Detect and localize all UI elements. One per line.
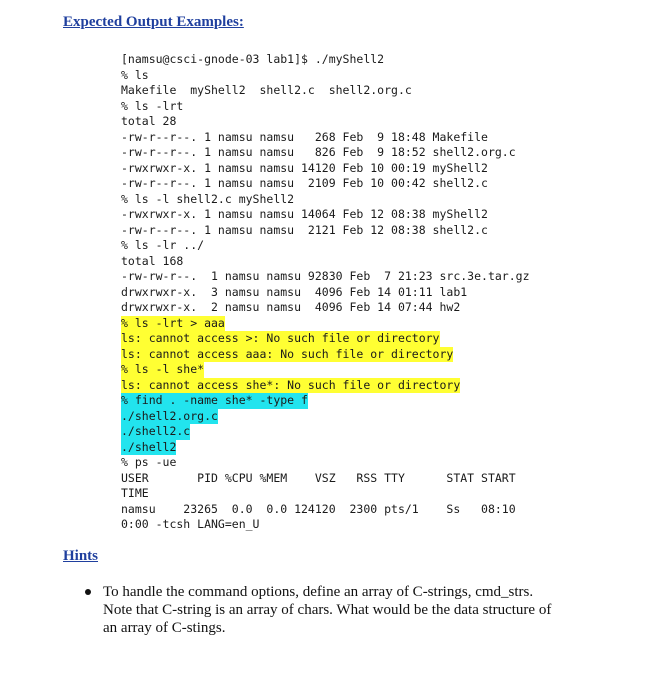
hint-text: To handle the command options, define an array of C-strings, cmd_strs. Note that C-string is an array of chars. What would be the data structure of an array of C-stings. <box>103 584 552 636</box>
terminal-line <box>121 68 530 84</box>
terminal-line-text: drwxrwxr-x. 2 namsu namsu 4096 Feb 14 07:44 hw2 <box>121 300 461 314</box>
terminal-line-text: ./shell2.org.c <box>121 408 218 423</box>
terminal-line-text: % find . -name she* -type f <box>121 393 308 407</box>
terminal-line-text: -rwxrwxr-x. 1 namsu namsu 14120 Feb 10 00:19 myShell2 <box>121 160 488 175</box>
terminal-line-text: -rw-rw-r--. 1 namsu namsu 92830 Feb 7 21:23 src.3e.tar.gz <box>121 269 530 283</box>
terminal-line-text: ls: cannot access >: No such file or directory <box>121 331 440 345</box>
terminal-line-text: -rw-r--r--. 1 namsu namsu 268 Feb 9 18:48 Makefile <box>121 129 488 144</box>
terminal-line-text: total 168 <box>121 253 184 268</box>
terminal-line <box>121 145 530 161</box>
terminal-line <box>121 347 530 363</box>
terminal-line <box>121 161 530 177</box>
terminal-output <box>121 52 530 533</box>
terminal-line-text: % ps -ue <box>121 455 177 469</box>
terminal-line-text: namsu 23265 0.0 0.0 124120 2300 pts/1 Ss 08:10 <box>121 501 516 516</box>
terminal-line <box>121 176 530 192</box>
bullet-icon <box>85 589 91 595</box>
terminal-line <box>121 440 530 456</box>
terminal-line <box>121 424 530 440</box>
terminal-line-text: % ls -lrt > aaa <box>121 315 225 330</box>
terminal-line-text: ls: cannot access aaa: No such file or directory <box>121 346 454 361</box>
terminal-line-text: -rwxrwxr-x. 1 namsu namsu 14064 Feb 12 08:38 myShell2 <box>121 207 488 221</box>
terminal-line <box>121 378 530 394</box>
terminal-line <box>121 316 530 332</box>
terminal-line <box>121 455 530 471</box>
terminal-line-text: 0:00 -tcsh LANG=en_U <box>121 517 260 531</box>
terminal-line-text: % ls -lrt <box>121 98 184 113</box>
terminal-line-text: drwxrwxr-x. 3 namsu namsu 4096 Feb 14 01:11 lab1 <box>121 284 468 299</box>
terminal-line <box>121 114 530 130</box>
terminal-line-text: Makefile myShell2 shell2.c shell2.org.c <box>121 83 412 97</box>
terminal-line <box>121 238 530 254</box>
terminal-line-text: TIME <box>121 486 149 500</box>
terminal-line-text: -rw-r--r--. 1 namsu namsu 2121 Feb 12 08:38 shell2.c <box>121 222 488 237</box>
terminal-line-text: % ls -l shell2.c myShell2 <box>121 191 295 206</box>
terminal-line <box>121 285 530 301</box>
terminal-line-text: ./shell2 <box>121 439 177 454</box>
hints-heading: Hints <box>63 548 99 564</box>
terminal-line <box>121 300 530 316</box>
terminal-line <box>121 223 530 239</box>
terminal-line <box>121 52 530 68</box>
terminal-line-text: % ls <box>121 67 149 82</box>
terminal-line <box>121 254 530 270</box>
terminal-line <box>121 83 530 99</box>
terminal-line-text: total 28 <box>121 114 177 128</box>
terminal-line-text: -rw-r--r--. 1 namsu namsu 826 Feb 9 18:52 shell2.org.c <box>121 145 516 159</box>
terminal-line <box>121 192 530 208</box>
terminal-line <box>121 409 530 425</box>
terminal-line <box>121 130 530 146</box>
terminal-line-text: ./shell2.c <box>121 424 191 438</box>
terminal-line-text: USER PID %CPU %MEM VSZ RSS TTY STAT START <box>121 470 516 485</box>
terminal-line <box>121 502 530 518</box>
terminal-line <box>121 269 530 285</box>
terminal-line-text: % ls -lr ../ <box>121 238 205 252</box>
expected-output-heading: Expected Output Examples: <box>63 14 244 30</box>
terminal-line <box>121 393 530 409</box>
terminal-line <box>121 331 530 347</box>
hints-list <box>85 583 565 637</box>
terminal-line-text: -rw-r--r--. 1 namsu namsu 2109 Feb 10 00:42 shell2.c <box>121 176 488 190</box>
terminal-line <box>121 99 530 115</box>
terminal-line <box>121 207 530 223</box>
terminal-line-text: ls: cannot access she*: No such file or directory <box>121 377 461 392</box>
terminal-line <box>121 517 530 533</box>
terminal-line <box>121 362 530 378</box>
hint-item <box>85 583 565 637</box>
terminal-line <box>121 471 530 487</box>
terminal-line-text: % ls -l she* <box>121 362 205 376</box>
terminal-line-text: [namsu@csci-gnode-03 lab1]$ ./myShell2 <box>121 52 385 66</box>
terminal-line <box>121 486 530 502</box>
